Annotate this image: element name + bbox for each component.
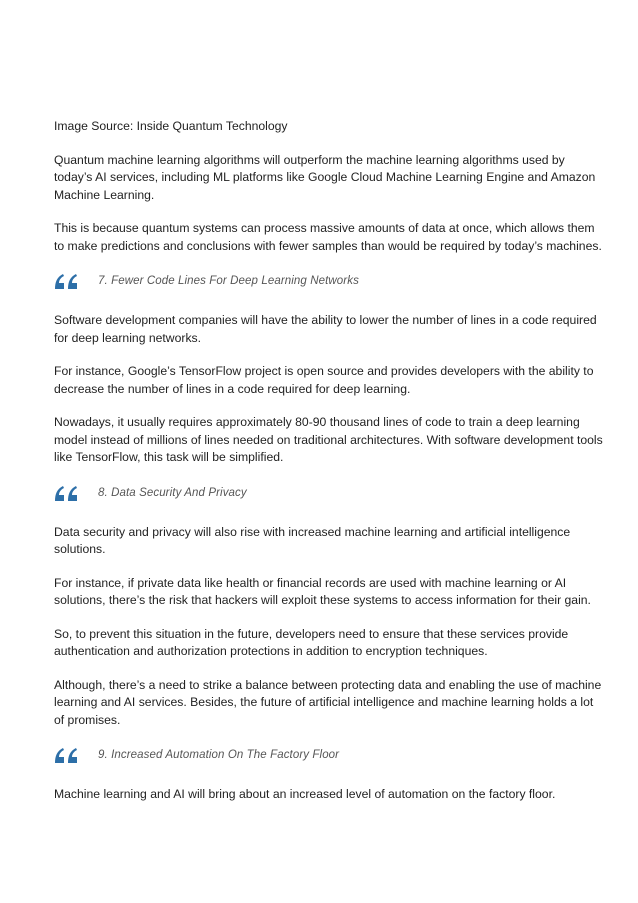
paragraph: For instance, if private data like health or financial records are used with machine learning or AI solutions, there’s the risk that hackers will exploit these systems to access information for their gain. <box>54 575 591 607</box>
section-heading-quote <box>54 483 604 505</box>
paragraph: This is because quantum systems can process massive amounts of data at once, which allows them to make predictions and conclusions with fewer samples than would be required by today’s machines. <box>54 221 602 253</box>
paragraph: Machine learning and AI will bring about an increased level of automation on the factory floor. <box>54 787 556 801</box>
paragraph: Data security and privacy will also rise with increased machine learning and artificial intelligence solutions. <box>54 524 571 556</box>
section-heading-text: 8. Data Security And Privacy <box>98 486 247 499</box>
paragraph: Quantum machine learning algorithms will outperform the machine learning algorithms used by today’s AI services, including ML platforms like Google Cloud Machine Learning Engine and Amazon Machine Learning. <box>54 152 596 202</box>
section-heading-text: 9. Increased Automation On The Factory Floor <box>98 749 340 762</box>
image-source-caption: Image Source: Inside Quantum Technology <box>54 119 288 133</box>
section-heading-quote <box>54 271 604 293</box>
paragraph: Although, there’s a need to strike a balance between protecting data and enabling the use of machine learning and AI services. Besides, the future of artificial intelligence and machine learning holds a lot of promises. <box>54 677 602 727</box>
paragraph: Software development companies will have the ability to lower the number of lines in a code required for deep learning networks. <box>54 313 597 345</box>
section-heading-quote <box>54 745 604 767</box>
document-page <box>54 118 604 820</box>
section-heading-text: 7. Fewer Code Lines For Deep Learning Networks <box>98 275 359 288</box>
quote-mark-icon <box>54 747 98 765</box>
paragraph: Nowadays, it usually requires approximately 80-90 thousand lines of code to train a deep learning model instead of millions of lines needed on traditional architectures. With software development tools like TensorFlow, this task will be simplified. <box>54 415 603 464</box>
quote-mark-icon <box>54 273 98 291</box>
paragraph: For instance, Google’s TensorFlow project is open source and provides developers with the ability to decrease the number of lines in a code required for deep learning. <box>54 364 594 396</box>
paragraph: So, to prevent this situation in the future, developers need to ensure that these services provide authentication and authorization protections in addition to encryption techniques. <box>54 626 569 658</box>
quote-mark-icon <box>54 485 98 503</box>
article-body <box>54 152 604 804</box>
